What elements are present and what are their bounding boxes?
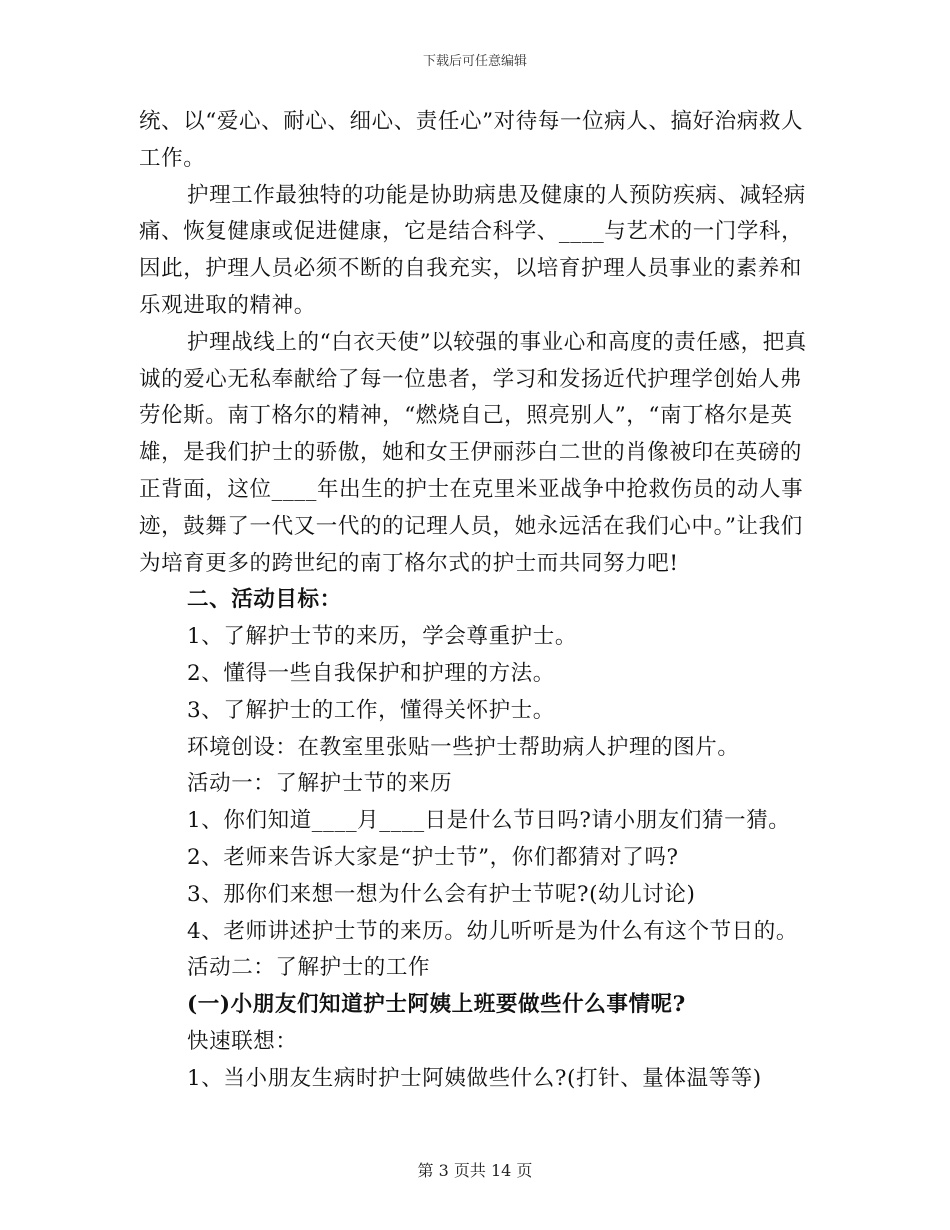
activity-one-item: 1、你们知道____月____日是什么节日吗?请小朋友们猜一猜。 — [187, 808, 791, 834]
document-body — [139, 104, 819, 1098]
activity-one-title: 活动一：了解护士节的来历 — [187, 771, 453, 797]
page-footer: 第 3 页共 14 页 — [417, 1161, 533, 1180]
environment-setup: 环境创设：在教室里张贴一些护士帮助病人护理的图片。 — [187, 734, 740, 760]
paragraph: 统、以“爱心、耐心、细心、责任心”对待每一位病人、搞好治病救人工作。 — [139, 109, 804, 171]
goal-item: 2、懂得一些自我保护和护理的方法。 — [187, 660, 555, 686]
goal-item: 3、了解护士的工作，懂得关怀护士。 — [187, 697, 555, 723]
activity-two-item: 1、当小朋友生病时护士阿姨做些什么?(打针、量体温等等) — [187, 1065, 762, 1091]
activity-two-question: (一)小朋友们知道护士阿姨上班要做些什么事情呢? — [187, 992, 686, 1018]
activity-one-item: 2、老师来告诉大家是“护士节”，你们都猜对了吗? — [187, 844, 679, 870]
quick-association-label: 快速联想： — [187, 1028, 298, 1054]
goal-item: 1、了解护士节的来历，学会尊重护士。 — [187, 624, 577, 650]
activity-two-title: 活动二：了解护士的工作 — [187, 955, 431, 981]
paragraph: 护理战线上的“白衣天使”以较强的事业心和高度的责任感，把真诚的爱心无私奉献给了每一位患者，学习和发扬近代护理学创始人弗劳伦斯。南丁格尔的精神，“燃烧自己，照亮别人”，“南丁格尔是英雄，是我们护士的骄傲，她和女王伊丽莎白二世的肖像被印在英磅的正背面，这位____年出生的护士在克里米亚战争中抢救伤员的动人事迹，鼓舞了一代又一代的的记理人员，她永远活在我们心中。”让我们为培育更多的跨世纪的南丁格尔式的护士而共同努力吧! — [139, 329, 807, 576]
page-header: 下载后可任意编辑 — [422, 54, 527, 69]
activity-one-item: 3、那你们来想一想为什么会有护士节呢?(幼儿讨论) — [187, 881, 696, 907]
paragraph: 护理工作最独特的功能是协助病患及健康的人预防疾病、减轻病痛、恢复健康或促进健康，它是结合科学、____与艺术的一门学科，因此，护理人员必须不断的自我充实，以培育护理人员事业的素养和乐观进取的精神。 — [139, 182, 806, 318]
section-heading: 二、活动目标： — [187, 587, 342, 613]
activity-one-item: 4、老师讲述护士节的来历。幼儿听听是为什么有这个节日的。 — [187, 918, 798, 944]
